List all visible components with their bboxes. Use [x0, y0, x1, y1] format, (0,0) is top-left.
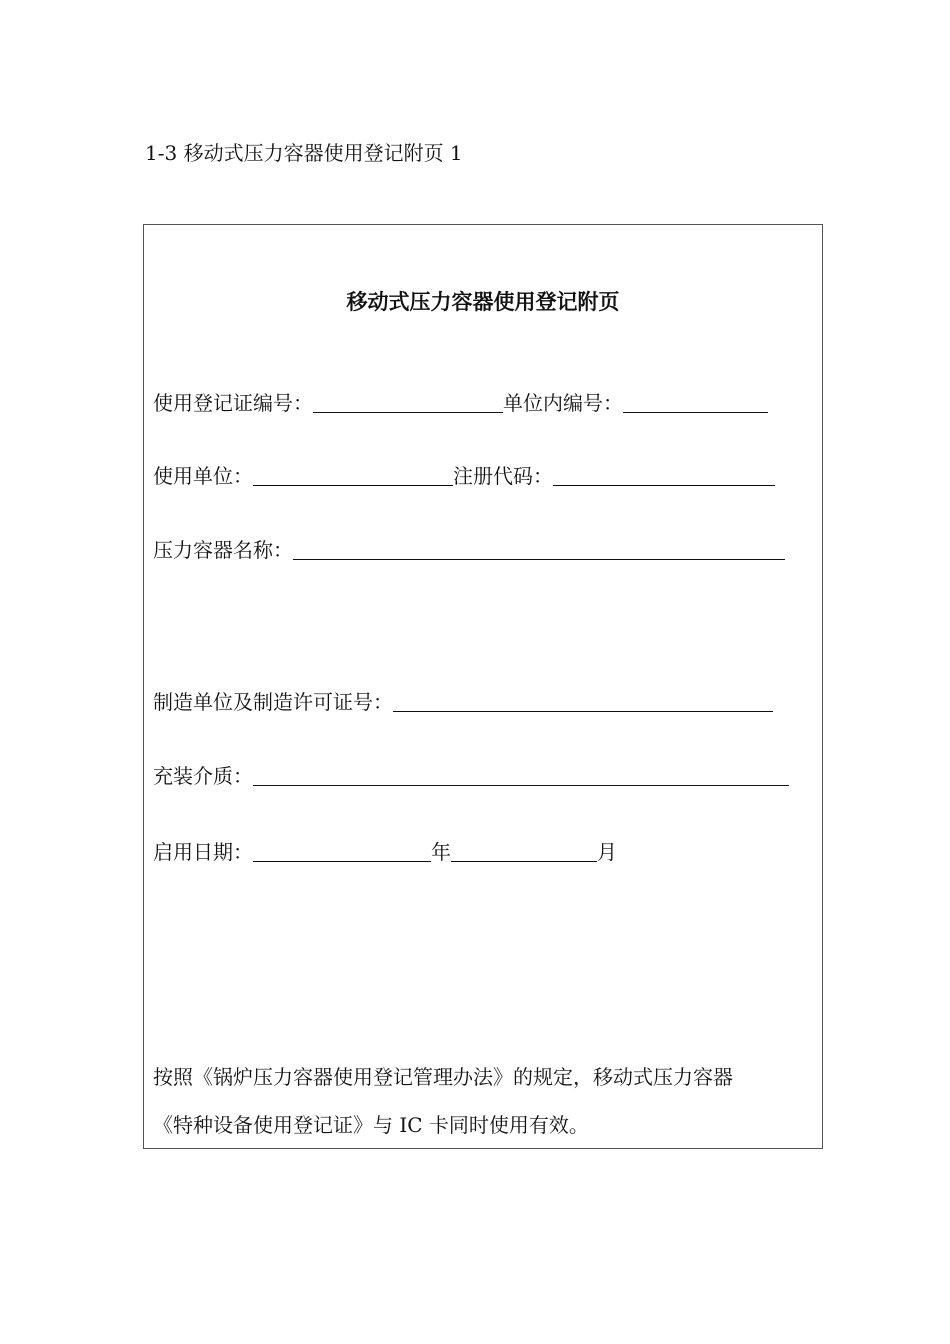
registration-form: [143, 224, 823, 1149]
row-cert-and-internal-no: [153, 389, 768, 417]
note-line-1: 按照《锅炉压力容器使用登记管理办法》的规定，移动式压力容器: [153, 1065, 733, 1089]
note-line-2: 《特种设备使用登记证》与 IC 卡同时使用有效。: [153, 1113, 589, 1137]
manufacturer-field[interactable]: [393, 689, 773, 712]
registration-cert-no-field[interactable]: [313, 390, 503, 413]
start-year-field[interactable]: [253, 839, 431, 862]
row-vessel-name: [153, 536, 785, 564]
medium-field[interactable]: [253, 763, 789, 786]
internal-no-field[interactable]: [623, 390, 768, 413]
internal-no-label: 单位内编号：: [503, 391, 623, 415]
start-month-field[interactable]: [451, 839, 597, 862]
medium-label: 充装介质：: [153, 764, 253, 788]
year-label: 年: [431, 840, 451, 864]
form-title: 移动式压力容器使用登记附页: [346, 289, 620, 314]
row-start-date: [153, 838, 617, 866]
row-unit-and-code: [153, 462, 775, 490]
user-unit-field[interactable]: [253, 463, 453, 486]
registration-code-label: 注册代码：: [453, 464, 553, 488]
vessel-name-label: 压力容器名称：: [153, 538, 293, 562]
manufacturer-label: 制造单位及制造许可证号：: [153, 690, 393, 714]
registration-code-field[interactable]: [553, 463, 775, 486]
month-label: 月: [597, 840, 617, 864]
start-date-label: 启用日期：: [153, 840, 253, 864]
row-manufacturer: [153, 688, 773, 716]
user-unit-label: 使用单位：: [153, 464, 253, 488]
registration-cert-no-label: 使用登记证编号：: [153, 391, 313, 415]
row-medium: [153, 762, 789, 790]
page-heading: 1-3 移动式压力容器使用登记附页 1: [145, 141, 463, 165]
vessel-name-field[interactable]: [293, 537, 785, 560]
